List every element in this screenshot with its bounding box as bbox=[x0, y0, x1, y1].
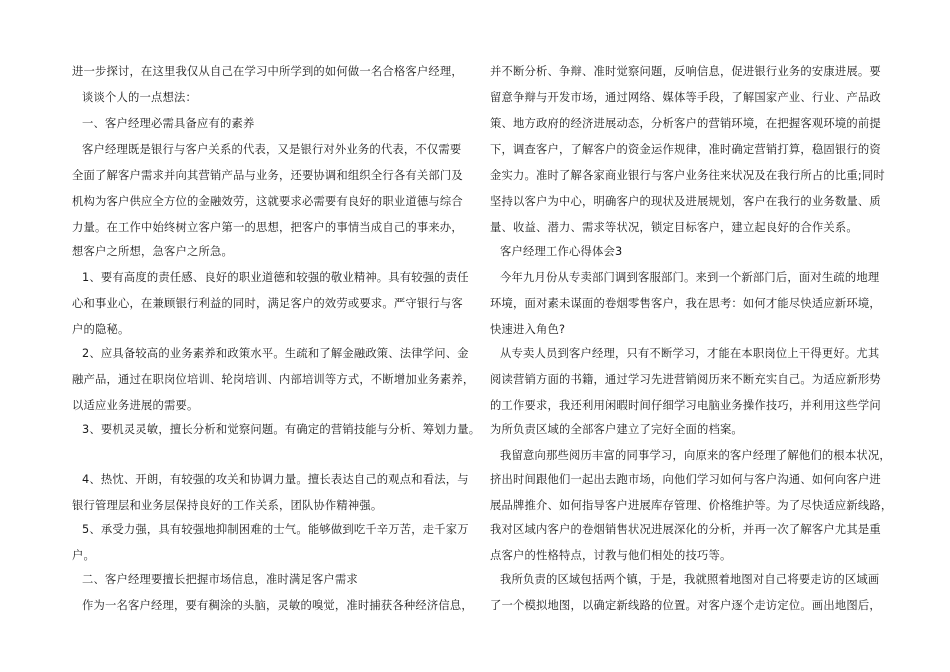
text-line: 挤出时间跟他们一起出去跑市场，向他们学习如何与客户沟通、如何向客户进 bbox=[490, 473, 881, 486]
text-line: 我所负责的区域包括两个镇，于是，我就照着地图对自己将要走访的区域画 bbox=[500, 573, 880, 586]
text-line: 力量。在工作中始终树立客户第一的思想，把客户的事情当成自己的事来办， bbox=[72, 221, 463, 234]
text-line: 户。 bbox=[72, 549, 95, 562]
text-line: 环境，面对素未谋面的卷烟零售客户，我在思考：如何才能尽快适应新环境， bbox=[490, 297, 881, 310]
text-line: 3、要机灵灵敏，擅长分析和觉察问题。有确定的营销技能与分析、筹划力量。 bbox=[82, 423, 481, 436]
text-line: 机构为客户供应全方位的金融效劳，这就要求必需要有良好的职业道德与综合 bbox=[72, 195, 463, 208]
text-line: 银行管理层和业务层保持良好的工作关系，团队协作精神强。 bbox=[72, 499, 383, 512]
text-line: 的工作要求，我还利用闲暇时间仔细学习电脑业务操作技巧，并利用这些学问 bbox=[490, 399, 881, 412]
text-line: 作为一名客户经理，要有稠涂的头脑，灵敏的嗅觉，准时捕获各种经济信息， bbox=[82, 599, 473, 612]
text-line: 客户经理既是银行与客户关系的代表，又是银行对外业务的代表，不仅需要 bbox=[82, 143, 462, 156]
text-line: 想客户之所想，急客户之所急。 bbox=[72, 245, 233, 258]
text-line: 以适应业务进展的需要。 bbox=[72, 399, 199, 412]
text-line: 谈谈个人的一点想法： bbox=[82, 91, 197, 104]
text-line: 坚持以客户为中心，明确客户的现状及进展规划，客户在我行的业务数量、质 bbox=[490, 195, 881, 208]
text-line: 户的隐秘。 bbox=[72, 323, 130, 336]
text-line: 从专卖人员到客户经理，只有不断学习，才能在本职岗位上干得更好。尤其 bbox=[500, 347, 880, 360]
text-line: 展品牌推介、如何指导客户进展库存管理、价格维护等。为了尽快适应新线路， bbox=[490, 499, 893, 512]
text-line: 阅读营销方面的书籍，通过学习先进营销阅历来不断充实自己。为适应新形势 bbox=[490, 373, 881, 386]
text-line: 快速进入角色? bbox=[490, 323, 566, 336]
text-line: 2、应具备较高的业务素养和政策水平。生疏和了解金融政策、法律学问、金 bbox=[82, 347, 469, 360]
text-line: 我留意向那些阅历丰富的同事学习，向原来的客户经理了解他们的根本状况， bbox=[500, 449, 891, 462]
section-heading: 一、客户经理必需具备应有的素养 bbox=[82, 117, 255, 130]
text-line: 心和事业心，在兼顾银行利益的同时，满足客户的效劳或要求。严守银行与客 bbox=[72, 297, 463, 310]
section-heading: 二、客户经理要擅长把握市场信息，准时满足客户需求 bbox=[82, 573, 358, 586]
text-line: 4、热忱、开朗，有较强的攻关和协调力量。擅长表达自己的观点和看法，与 bbox=[82, 473, 469, 486]
text-line: 策、地方政府的经济进展动态，分析客户的营销环境，在把握客观环境的前提 bbox=[490, 117, 881, 130]
text-line: 了一个模拟地图，以确定新线路的位置。对客户逐个走访定位。画出地图后， bbox=[490, 599, 881, 612]
text-line: 量、收益、潜力、需求等状况，锁定目标客户，建立起良好的合作关系。 bbox=[490, 221, 858, 234]
text-line: 全面了解客户需求并向其营销产品与业务，还要协调和组织全行各有关部门及 bbox=[72, 169, 463, 182]
text-line: 5、承受力强，具有较强地抑制困难的士气。能够做到吃千辛万苦，走千家万 bbox=[82, 523, 469, 536]
text-line: 留意争辩与开发市场，通过网络、媒体等手段，了解国家产业、行业、产品政 bbox=[490, 91, 881, 104]
text-line: 融产品，通过在职岗位培训、轮岗培训、内部培训等方式，不断增加业务素养， bbox=[72, 373, 475, 386]
text-line: 进一步探讨，在这里我仅从自己在学习中所学到的如何做一名合格客户经理， bbox=[72, 65, 463, 78]
text-line: 下，调查客户，了解客户的资金运作规律，准时确定营销打算，稳固银行的资 bbox=[490, 143, 881, 156]
text-line: 并不断分析、争辩、准时觉察问题，反响信息，促进银行业务的安康进展。要 bbox=[490, 65, 881, 78]
text-line: 1、要有高度的责任感、良好的职业道德和较强的敬业精神。具有较强的责任 bbox=[82, 271, 469, 284]
text-line: 为所负责区域的全部客户建立了完好全面的档案。 bbox=[490, 423, 743, 436]
text-line: 我对区域内客户的卷烟销售状况进展深化的分析，并再一次了解客户尤其是重 bbox=[490, 523, 881, 536]
text-line: 金实力。准时了解各家商业银行与客户业务往来状况及在我行所占的比重;同时 bbox=[490, 169, 885, 182]
text-line: 今年九月份从专卖部门调到客服部门。来到一个新部门后，面对生疏的地理 bbox=[500, 271, 880, 284]
text-line: 点客户的性格特点，讨教与他们相处的技巧等。 bbox=[490, 549, 732, 562]
section-heading: 客户经理工作心得体会3 bbox=[500, 245, 623, 258]
